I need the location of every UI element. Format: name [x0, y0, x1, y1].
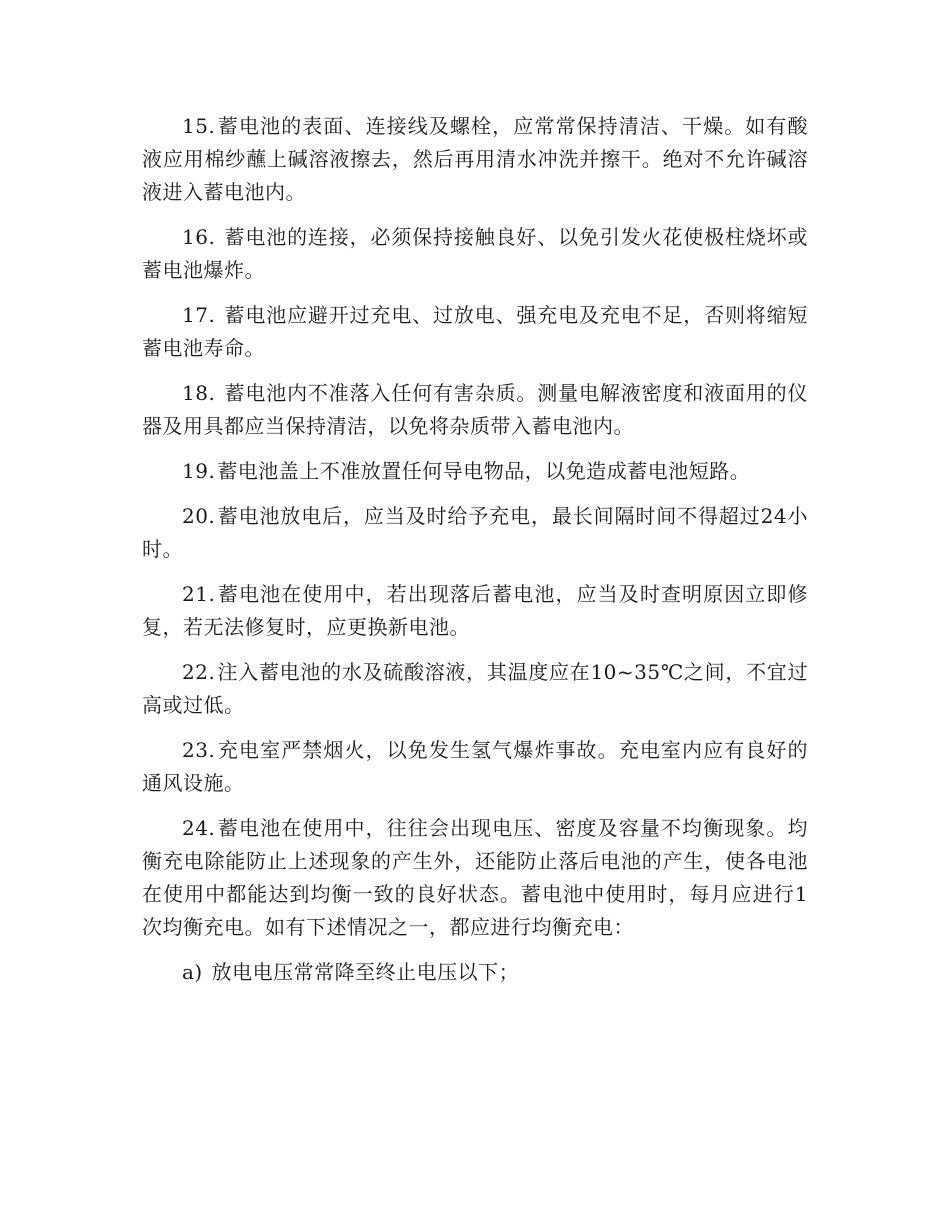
paragraph-number: 19. — [182, 459, 216, 483]
list-item-text: 放电电压常常降至终止电压以下； — [204, 960, 520, 984]
paragraph-23 — [142, 734, 808, 800]
paragraph-number: 18. — [182, 381, 216, 405]
paragraph-text: 蓄电池在使用中，若出现落后蓄电池，应当及时查明原因立即修复，若无法修复时，应更换新电池。 — [142, 582, 808, 639]
paragraph-text: 充电室严禁烟火，以免发生氢气爆炸事故。充电室内应有良好的通风设施。 — [142, 738, 808, 795]
paragraph-20 — [142, 500, 808, 566]
paragraph-text: 蓄电池应避开过充电、过放电、强充电及充电不足，否则将缩短蓄电池寿命。 — [142, 303, 808, 360]
document-body — [142, 110, 808, 1001]
paragraph-19 — [142, 455, 808, 488]
paragraph-number: 21. — [182, 582, 216, 606]
paragraph-22 — [142, 656, 808, 722]
paragraph-number: 16. — [182, 225, 216, 249]
paragraph-24 — [142, 812, 808, 944]
paragraph-text: 蓄电池内不准落入任何有害杂质。测量电解液密度和液面用的仪器及用具都应当保持清洁，以免将杂质带入蓄电池内。 — [142, 381, 808, 438]
paragraph-18 — [142, 377, 808, 443]
paragraph-17 — [142, 299, 808, 365]
paragraph-number: 15. — [182, 114, 216, 138]
paragraph-text: 蓄电池放电后，应当及时给予充电，最长间隔时间不得超过24小时。 — [142, 504, 808, 561]
paragraph-text: 注入蓄电池的水及硫酸溶液，其温度应在10~35℃之间，不宜过高或过低。 — [142, 660, 808, 717]
paragraph-number: 22. — [182, 660, 216, 684]
paragraph-text: 蓄电池盖上不准放置任何导电物品，以免造成蓄电池短路。 — [217, 459, 751, 483]
paragraph-text: 蓄电池的连接，必须保持接触良好、以免引发火花使极柱烧坏或蓄电池爆炸。 — [142, 225, 808, 282]
list-marker: a) — [182, 960, 203, 984]
paragraph-number: 24. — [182, 816, 216, 840]
paragraph-text: 蓄电池在使用中，往往会出现电压、密度及容量不均衡现象。均衡充电除能防止上述现象的产生外，还能防止落后电池的产生，使各电池在使用中都能达到均衡一致的良好状态。蓄电池中使用时，每月应进行1次均衡充电。如有下述情况之一，都应进行均衡充电： — [142, 816, 808, 939]
paragraph-16 — [142, 221, 808, 287]
list-item-a — [142, 956, 808, 989]
paragraph-15 — [142, 110, 808, 209]
paragraph-text: 蓄电池的表面、连接线及螺栓，应常常保持清洁、干燥。如有酸液应用棉纱蘸上碱溶液擦去，然后再用清水冲洗并擦干。绝对不允许碱溶液进入蓄电池内。 — [142, 114, 808, 204]
paragraph-number: 23. — [182, 738, 216, 762]
paragraph-number: 20. — [182, 504, 216, 528]
paragraph-21 — [142, 578, 808, 644]
paragraph-number: 17. — [182, 303, 216, 327]
